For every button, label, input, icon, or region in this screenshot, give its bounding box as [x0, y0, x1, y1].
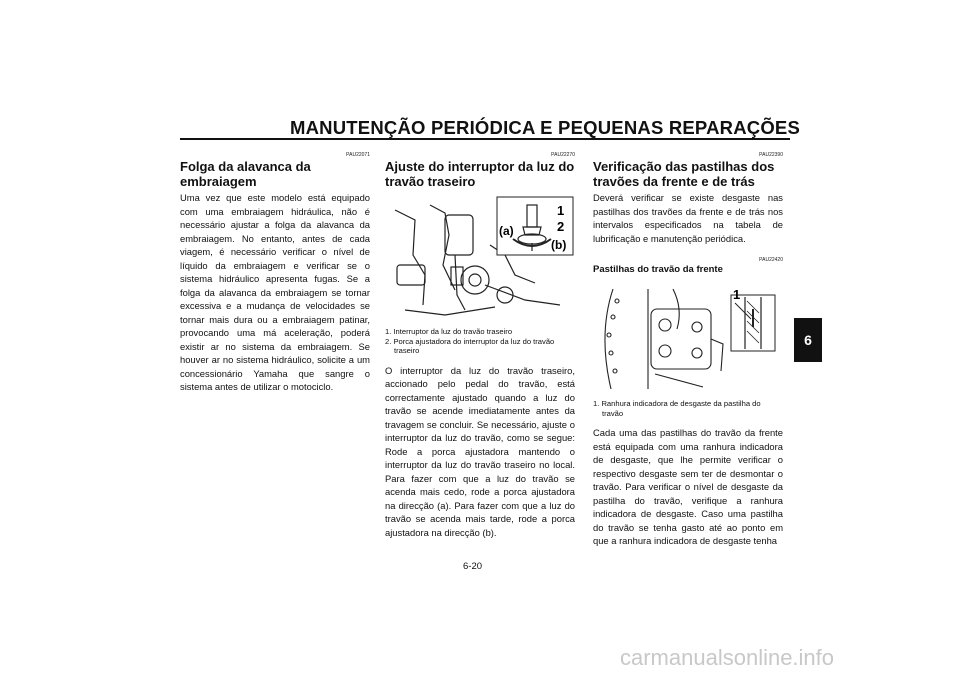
figure-caption — [593, 399, 783, 418]
brake-pad-illustration — [593, 279, 783, 395]
section-heading: Ajuste do interruptor da luz do travão traseiro — [385, 159, 575, 189]
subsection-code: PAU22420 — [759, 257, 783, 263]
column-brake-light-switch — [385, 152, 575, 539]
pad-detail-inset — [731, 295, 775, 351]
subsection-heading: Pastilhas do travão da frente — [593, 264, 723, 275]
section-heading: Verificação das pastilhas dos travões da frente e de trás — [593, 159, 775, 189]
body-paragraph: Cada uma das pastilhas do travão da frente está equipada com uma ranhura indicadora de desgaste, que lhe permite verificar o respectivo desgaste sem ter de desmontar o travão. Para verificar o nível de desgaste da pastilha do travão, verifique a ranhura indicadora de desgaste. Caso uma pastilha do travão se tenha gasto até ao ponto em que a ranhura indicadora de desgaste tenha — [593, 427, 783, 546]
label-1: 1 — [733, 287, 741, 302]
brake-pad-figure — [593, 279, 783, 395]
label-b: (b) — [551, 238, 567, 252]
brake-switch-illustration — [385, 195, 575, 323]
section-code: PAU22071 — [346, 152, 370, 158]
section-code: PAU22270 — [551, 152, 575, 158]
section-tab: 6 — [794, 318, 822, 362]
label-a: (a) — [499, 224, 514, 238]
label-2: 2 — [557, 219, 565, 234]
section-code: PAU22390 — [759, 152, 783, 158]
caption-item: 1. Ranhura indicadora de desgaste da pastilha do travão — [593, 399, 761, 418]
caption-item: 1. Interruptor da luz do travão traseiro — [385, 327, 513, 336]
body-paragraph: Deverá verificar se existe desgaste nas pastilhas dos travões da frente e de trás nos intervalos especificados na tabela de lubrificação e manutenção periódica. — [593, 192, 783, 244]
section-heading: Folga da alavanca da embraiagem — [180, 159, 311, 189]
page-header-title: MANUTENÇÃO PERIÓDICA E PEQUENAS REPARAÇÕES — [290, 117, 801, 138]
page-number: 6-20 — [463, 561, 483, 572]
column-brake-pads — [593, 152, 783, 548]
column-clutch — [180, 152, 370, 394]
header-rule — [180, 138, 790, 140]
body-paragraph: O interruptor da luz do travão traseiro, accionado pelo pedal do travão, está correctamente ajustado quando a luz do travão se acende imediatamente antes da travagem se concluir. Se necessário, ajuste o interruptor da luz do travão, como se segue: Rode a porca ajustadora mantendo o interruptor da luz do travão traseiro no local. Para fazer com que a luz do travão se acenda mais cedo, rode a porca ajustadora na direcção (a). Para fazer com que a luz do travão se acenda mais tarde, rode a porca ajustadora na direcção (b). — [385, 364, 575, 538]
brake-switch-figure — [385, 195, 575, 323]
label-1: 1 — [557, 203, 565, 218]
figure-caption — [385, 327, 575, 356]
body-paragraph: Uma vez que este modelo está equipado com uma embraiagem hidráulica, não é necessário ajustar a folga da alavanca da embraiagem. No entanto, antes de cada viagem, é necessário verificar o nível de líquido da embraiagem e verificar se o sistema hidráulico apresenta fugas. Se a folga da alavanca da embraiagem se tornar excessiva e a mudança de velocidades se tornar mais dura ou a embraiagem patinar, provocando uma má aceleração, poderá existir ar no sistema da embraiagem. Se houver ar no sistema hidráulico, solicite a um concessionário Yamaha que sangre o sistema antes de utilizar o motociclo. — [180, 192, 370, 392]
caption-item: 2. Porca ajustadora do interruptor da luz do travão traseiro — [385, 336, 555, 355]
watermark: carmanualsonline.info — [620, 645, 835, 670]
